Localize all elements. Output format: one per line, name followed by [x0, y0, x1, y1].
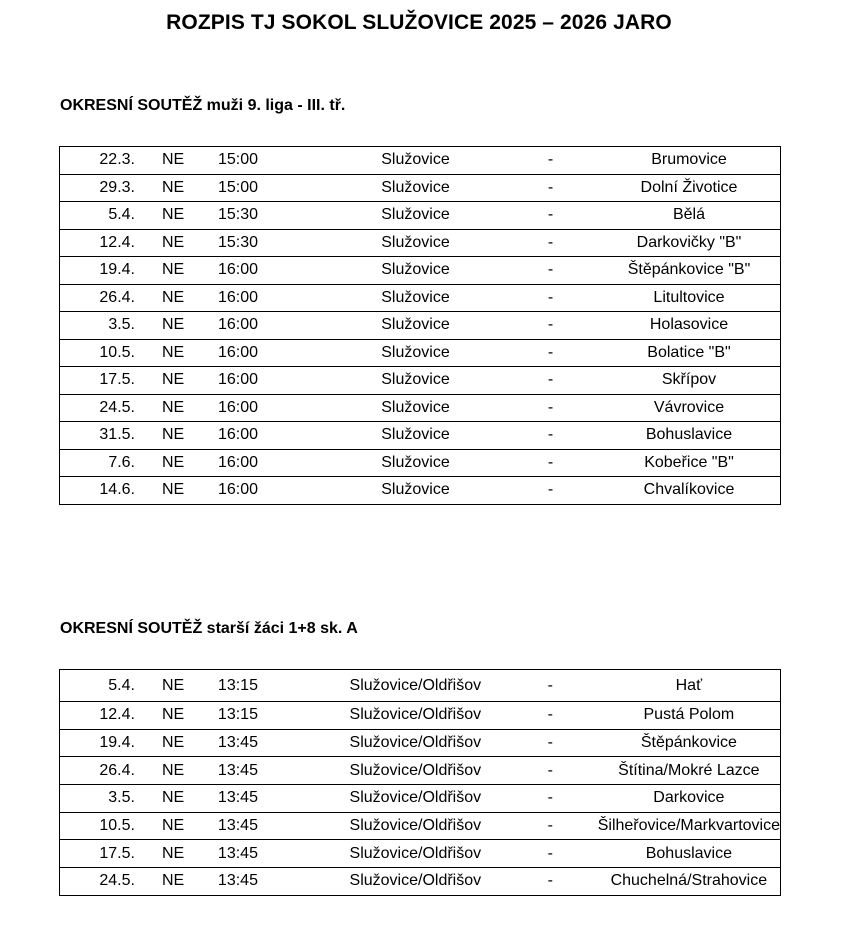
home-team: Služovice [328, 202, 503, 230]
match-row [60, 174, 781, 202]
away-team: Bohuslavice [598, 840, 781, 868]
match-date: 19.4. [60, 729, 135, 757]
away-team: Bělá [598, 202, 781, 230]
away-team: Štěpánkovice "B" [598, 257, 781, 285]
match-time: 16:00 [209, 257, 328, 285]
home-team: Služovice/Oldřišov [328, 757, 503, 785]
match-row [60, 202, 781, 230]
match-date: 24.5. [60, 394, 136, 422]
match-day: NE [135, 868, 209, 896]
score-separator: - [503, 284, 598, 312]
match-row [60, 785, 781, 813]
home-team: Služovice/Oldřišov [328, 702, 503, 730]
away-team: Litultovice [598, 284, 781, 312]
schedule-body [60, 670, 781, 896]
score-separator: - [503, 840, 598, 868]
section-heading-bold: OKRESNÍ SOUTĚŽ [60, 97, 203, 114]
match-date: 3.5. [60, 785, 135, 813]
match-date: 5.4. [60, 670, 135, 702]
home-team: Služovice/Oldřišov [328, 729, 503, 757]
score-separator: - [503, 422, 598, 450]
away-team: Vávrovice [598, 394, 781, 422]
match-date: 26.4. [60, 757, 135, 785]
home-team: Služovice [328, 312, 503, 340]
match-time: 16:00 [209, 422, 328, 450]
match-date: 14.6. [60, 477, 136, 505]
match-time: 16:00 [209, 339, 328, 367]
match-date: 7.6. [60, 449, 136, 477]
home-team: Služovice [328, 147, 503, 175]
home-team: Služovice [328, 367, 503, 395]
section-heading-rest: muži 9. liga - III. tř. [202, 97, 346, 114]
match-time: 16:00 [209, 477, 328, 505]
match-day: NE [135, 394, 209, 422]
match-row [60, 284, 781, 312]
home-team: Služovice [328, 229, 503, 257]
home-team: Služovice/Oldřišov [328, 812, 503, 840]
match-day: NE [135, 339, 209, 367]
score-separator: - [503, 147, 598, 175]
score-separator: - [503, 757, 598, 785]
match-time: 15:30 [209, 202, 328, 230]
match-day: NE [135, 670, 209, 702]
match-day: NE [135, 702, 209, 730]
match-date: 29.3. [60, 174, 136, 202]
match-day: NE [135, 422, 209, 450]
match-time: 16:00 [209, 449, 328, 477]
home-team: Služovice [328, 422, 503, 450]
away-team: Dolní Životice [598, 174, 781, 202]
match-day: NE [135, 257, 209, 285]
score-separator: - [503, 785, 598, 813]
match-day: NE [135, 477, 209, 505]
match-day: NE [135, 174, 209, 202]
match-row [60, 422, 781, 450]
match-date: 3.5. [60, 312, 136, 340]
score-separator: - [503, 257, 598, 285]
home-team: Služovice [328, 284, 503, 312]
match-date: 12.4. [60, 702, 135, 730]
match-time: 13:45 [209, 840, 328, 868]
score-separator: - [503, 449, 598, 477]
match-row [60, 757, 781, 785]
match-day: NE [135, 757, 209, 785]
match-row [60, 477, 781, 505]
schedule-body [60, 147, 781, 505]
score-separator: - [503, 477, 598, 505]
match-day: NE [135, 729, 209, 757]
match-time: 16:00 [209, 312, 328, 340]
match-time: 13:45 [209, 812, 328, 840]
home-team: Služovice/Oldřišov [328, 840, 503, 868]
match-time: 13:45 [209, 868, 328, 896]
match-time: 16:00 [209, 367, 328, 395]
match-time: 13:45 [209, 785, 328, 813]
match-day: NE [135, 284, 209, 312]
match-time: 15:00 [209, 174, 328, 202]
away-team: Skřípov [598, 367, 781, 395]
away-team: Štítina/Mokré Lazce [598, 757, 781, 785]
match-date: 10.5. [60, 812, 135, 840]
match-row [60, 812, 781, 840]
match-day: NE [135, 785, 209, 813]
match-row [60, 312, 781, 340]
match-day: NE [135, 840, 209, 868]
away-team: Štěpánkovice [598, 729, 781, 757]
score-separator: - [503, 702, 598, 730]
home-team: Služovice/Oldřišov [328, 868, 503, 896]
schedule-table-youth [59, 669, 781, 896]
match-row [60, 367, 781, 395]
away-team: Holasovice [598, 312, 781, 340]
match-date: 12.4. [60, 229, 136, 257]
home-team: Služovice [328, 394, 503, 422]
match-date: 22.3. [60, 147, 136, 175]
match-time: 16:00 [209, 394, 328, 422]
score-separator: - [503, 202, 598, 230]
away-team: Bohuslavice [598, 422, 781, 450]
section-heading-bold: OKRESNÍ SOUTĚŽ [60, 620, 203, 637]
match-day: NE [135, 449, 209, 477]
away-team: Kobeřice "B" [598, 449, 781, 477]
away-team: Chvalíkovice [598, 477, 781, 505]
match-row [60, 702, 781, 730]
match-row [60, 229, 781, 257]
match-time: 13:15 [209, 702, 328, 730]
score-separator: - [503, 729, 598, 757]
score-separator: - [503, 394, 598, 422]
match-date: 17.5. [60, 840, 135, 868]
home-team: Služovice [328, 174, 503, 202]
away-team: Pustá Polom [598, 702, 781, 730]
section-heading-men [60, 97, 345, 115]
match-day: NE [135, 147, 209, 175]
match-date: 5.4. [60, 202, 136, 230]
home-team: Služovice/Oldřišov [328, 785, 503, 813]
match-date: 10.5. [60, 339, 136, 367]
section-heading-rest: starší žáci 1+8 sk. A [202, 620, 358, 637]
match-row [60, 339, 781, 367]
match-row [60, 257, 781, 285]
match-date: 31.5. [60, 422, 136, 450]
away-team: Darkovice [598, 785, 781, 813]
home-team: Služovice [328, 477, 503, 505]
away-team: Brumovice [598, 147, 781, 175]
match-date: 19.4. [60, 257, 136, 285]
home-team: Služovice [328, 339, 503, 367]
match-date: 26.4. [60, 284, 136, 312]
away-team: Hať [598, 670, 781, 702]
match-time: 13:45 [209, 757, 328, 785]
match-row [60, 670, 781, 702]
match-day: NE [135, 367, 209, 395]
away-team: Bolatice "B" [598, 339, 781, 367]
score-separator: - [503, 312, 598, 340]
match-row [60, 147, 781, 175]
match-row [60, 729, 781, 757]
score-separator: - [503, 670, 598, 702]
score-separator: - [503, 367, 598, 395]
home-team: Služovice/Oldřišov [328, 670, 503, 702]
match-time: 15:30 [209, 229, 328, 257]
home-team: Služovice [328, 449, 503, 477]
match-date: 24.5. [60, 868, 135, 896]
score-separator: - [503, 339, 598, 367]
match-day: NE [135, 229, 209, 257]
match-row [60, 868, 781, 896]
match-day: NE [135, 812, 209, 840]
score-separator: - [503, 174, 598, 202]
away-team: Chuchelná/Strahovice [598, 868, 781, 896]
match-day: NE [135, 202, 209, 230]
match-row [60, 840, 781, 868]
match-time: 13:45 [209, 729, 328, 757]
match-day: NE [135, 312, 209, 340]
schedule-table-men [59, 146, 781, 505]
home-team: Služovice [328, 257, 503, 285]
match-time: 16:00 [209, 284, 328, 312]
score-separator: - [503, 812, 598, 840]
document-title: ROZPIS TJ SOKOL SLUŽOVICE 2025 – 2026 JARO [166, 11, 672, 34]
score-separator: - [503, 229, 598, 257]
away-team: Šilheřovice/Markvartovice [598, 812, 781, 840]
match-time: 13:15 [209, 670, 328, 702]
match-date: 17.5. [60, 367, 136, 395]
match-row [60, 394, 781, 422]
score-separator: - [503, 868, 598, 896]
section-heading-youth [60, 620, 358, 638]
match-row [60, 449, 781, 477]
away-team: Darkovičky "B" [598, 229, 781, 257]
match-time: 15:00 [209, 147, 328, 175]
